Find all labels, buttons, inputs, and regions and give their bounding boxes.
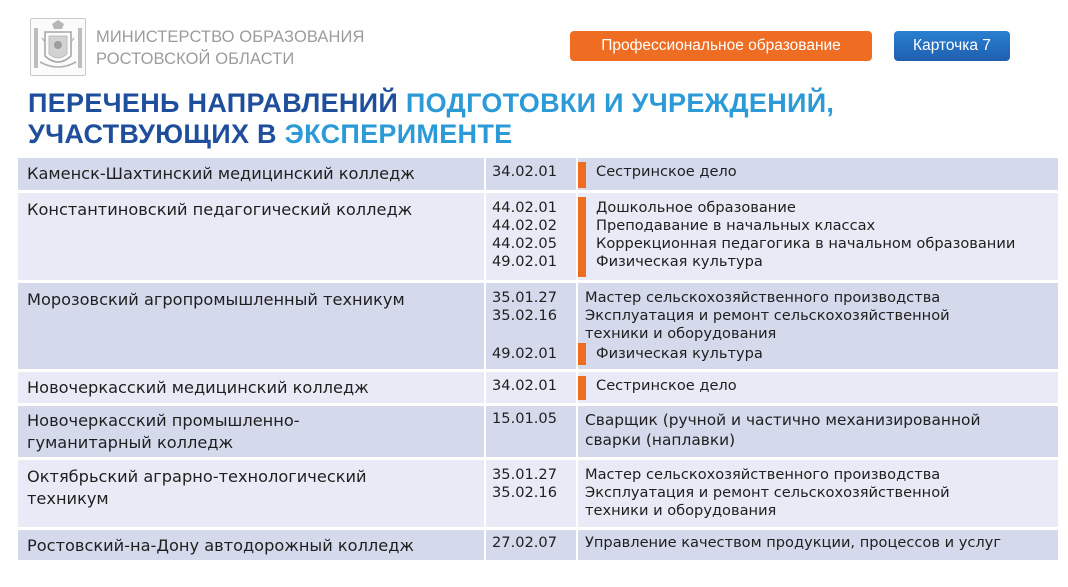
title-part-1: ПЕРЕЧЕНЬ НАПРАВЛЕНИЙ: [28, 88, 406, 118]
institution-name: Константиновский педагогический колледж: [27, 200, 413, 219]
program-code: 44.02.02: [492, 217, 557, 234]
specialty-name: сварки (наплавки): [585, 431, 736, 449]
specialty-name: Мастер сельскохозяйственного производства: [585, 289, 941, 306]
specialty-name: техники и оборудования: [585, 502, 777, 519]
title-part-3: УЧАСТВУЮЩИХ В: [28, 119, 285, 149]
specialty-name: Коррекционная педагогика в начальном образовании: [596, 235, 1016, 252]
program-code: 49.02.01: [492, 345, 557, 362]
specialty-name: Физическая культура: [596, 345, 763, 362]
specialty-name: Преподавание в начальных классах: [596, 217, 876, 234]
card-number-tag: Карточка 7: [894, 31, 1010, 61]
program-code: 27.02.07: [492, 534, 557, 551]
table-row: [18, 283, 1058, 372]
specialty-name: техники и оборудования: [585, 325, 777, 342]
program-code: 49.02.01: [492, 253, 557, 270]
institution-name-line1: Октябрьский аграрно-технологический: [27, 467, 367, 486]
program-code: 44.02.05: [492, 235, 557, 252]
program-code: 44.02.01: [492, 199, 557, 216]
institution-name-line1: Новочеркасский промышленно-: [27, 411, 300, 430]
institution-name: Ростовский-на-Дону автодорожный колледж: [27, 536, 414, 555]
table-row: [18, 530, 1058, 563]
table-row: [18, 372, 1058, 406]
specialty-marker: [578, 343, 586, 365]
institution-name: Каменск-Шахтинский медицинский колледж: [27, 164, 415, 183]
table-row: [18, 158, 1058, 193]
program-code: 35.01.27: [492, 466, 557, 483]
ministry-name-line2: РОСТОВСКОЙ ОБЛАСТИ: [96, 50, 295, 68]
specialty-name: Эксплуатация и ремонт сельскохозяйственной: [585, 484, 950, 501]
specialty-marker: [578, 162, 586, 188]
specialty-name: Управление качеством продукции, процессов и услуг: [585, 534, 1001, 551]
program-code: 35.02.16: [492, 484, 557, 501]
program-code: 35.02.16: [492, 307, 557, 324]
program-code: 15.01.05: [492, 410, 557, 427]
section-tag: Профессиональное образование: [570, 31, 872, 61]
specialty-name: Сварщик (ручной и частично механизированной: [585, 411, 981, 429]
ministry-name-line1: МИНИСТЕРСТВО ОБРАЗОВАНИЯ: [96, 28, 365, 46]
institution-name: Морозовский агропромышленный техникум: [27, 290, 405, 309]
title-part-4: ЭКСПЕРИМЕНТЕ: [284, 119, 513, 149]
rostov-coat-of-arms-icon: [30, 18, 86, 76]
ministry-logo: [30, 18, 86, 76]
institution-name: Новочеркасский медицинский колледж: [27, 378, 369, 397]
table-row: [18, 193, 1058, 283]
specialty-marker: [578, 376, 586, 400]
program-code: 34.02.01: [492, 377, 557, 394]
institution-name-line2: гуманитарный колледж: [27, 433, 234, 452]
ministry-name: [96, 26, 365, 70]
table-row: [18, 460, 1058, 530]
specialty-name: Сестринское дело: [596, 377, 737, 394]
specialty-name: Сестринское дело: [596, 163, 737, 180]
institution-name-line2: техникум: [27, 489, 109, 508]
specialty-name: Эксплуатация и ремонт сельскохозяйственной: [585, 307, 950, 324]
specialty-name: Дошкольное образование: [596, 199, 796, 216]
table-row: [18, 406, 1058, 460]
title-part-2: ПОДГОТОВКИ И УЧРЕЖДЕНИЙ,: [405, 88, 835, 118]
institutions-table: [18, 158, 1058, 563]
specialty-name: Физическая культура: [596, 253, 763, 270]
page-title: [28, 88, 1048, 150]
specialty-name: Мастер сельскохозяйственного производства: [585, 466, 941, 483]
specialty-marker: [578, 197, 586, 277]
program-code: 35.01.27: [492, 289, 557, 306]
program-code: 34.02.01: [492, 163, 557, 180]
